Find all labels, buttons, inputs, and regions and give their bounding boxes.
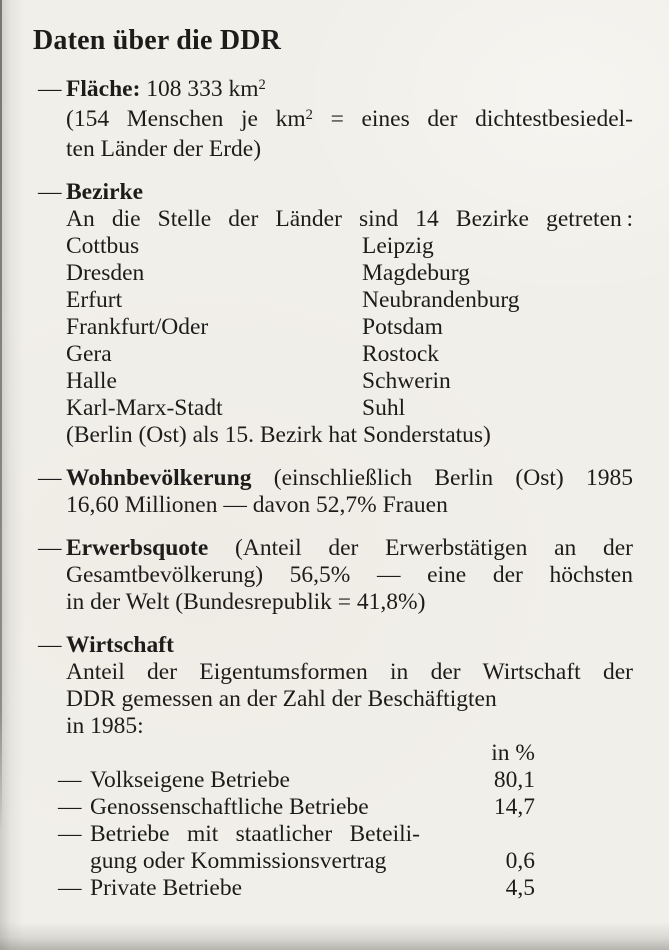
flaeche-superscript: 2 [258,77,266,94]
wirtschaft-line2: DDR gemessen an der Zahl der Beschäftigten [66,686,497,712]
bezirk-name: Dresden [66,260,145,286]
bezirke-row [66,287,633,314]
erwerbsquote-heading: Erwerbsquote [66,535,209,561]
bezirk-name: Erfurt [66,287,123,313]
row-value: 80,1 [493,767,535,793]
bezirke-row [66,341,633,368]
bezirk-name: Karl-Marx-Stadt [66,395,223,421]
bezirk-name: Cottbus [66,233,140,259]
scan-left-shadow [0,0,24,950]
wohnbevoelkerung-heading: Wohnbevölkerung [66,465,252,491]
table-row [58,821,535,875]
row-label: Private Betriebe [90,875,243,901]
wirtschaft-line1: Anteil der Eigentumsformen in der Wirtschaft der [66,659,633,685]
bullet-dash: — [58,821,82,847]
eigentumsformen-table [58,740,535,902]
row-label: Volkseigene Betriebe [90,767,290,793]
section-bezirke [33,179,633,449]
bezirk-name: Potsdam [362,314,443,340]
table-header-row [58,740,535,767]
section-wohnbevoelkerung [33,465,633,519]
flaeche-value: 108 333 km [140,76,259,102]
section-wirtschaft [33,632,633,902]
bezirk-name: Frankfurt/Oder [66,314,209,340]
row-value: 0,6 [505,848,535,874]
section-erwerbsquote [33,535,633,616]
wirtschaft-heading: Wirtschaft [66,632,174,658]
bullet-dash: — [38,632,62,658]
bezirk-name: Magdeburg [362,260,470,286]
bezirk-name: Neubrandenburg [362,287,520,313]
bezirk-name: Rostock [362,341,440,367]
wohnbevoelkerung-line2: 16,60 Millionen — davon 52,7% Frauen [66,492,448,518]
unit-header: in % [491,740,535,766]
erwerbsquote-line1 [66,535,633,562]
row-label [90,821,420,875]
erwerbsquote-line1-text: (Anteil der Erwerbstätigen an der [208,535,633,561]
table-row [58,794,535,821]
bezirke-row [66,314,633,341]
bezirke-row [66,368,633,395]
bullet-dash: — [38,76,62,102]
bezirk-name: Suhl [362,395,406,421]
bezirke-row [66,233,633,260]
row-label: Genossenschaftliche Betriebe [90,794,369,820]
erwerbsquote-line3: in der Welt (Bundesrepublik = 41,8%) [66,589,426,615]
wohnbevoelkerung-line1 [66,465,633,492]
erwerbsquote-line2: Gesamtbevölkerung) 56,5% — eine der höchsten [66,562,633,588]
table-row [58,767,535,794]
row-label-line1: Betriebe mit staatlicher Beteili- [90,821,420,847]
bullet-dash: — [58,875,82,901]
bezirke-list [66,233,633,422]
bullet-dash: — [38,465,62,491]
bullet-dash: — [58,767,82,793]
scan-bottom-shadow [0,922,669,950]
bezirk-name: Leipzig [362,233,434,259]
bezirke-note: (Berlin (Ost) als 15. Bezirk hat Sonderstatus) [66,422,491,448]
flaeche-line2 [66,106,633,136]
row-label-line2: gung oder Kommissionsvertrag [90,848,387,874]
wohnbevoelkerung-line1-text: (einschließlich Berlin (Ost) 1985 [251,465,633,491]
page-title: Daten über die DDR [33,25,282,56]
bullet-dash: — [38,535,62,561]
wirtschaft-line3: in 1985: [66,713,144,739]
section-flaeche [33,76,633,163]
bezirk-name: Gera [66,341,112,367]
bezirke-heading: Bezirke [66,179,143,205]
flaeche-line3: ten Länder der Erde) [66,136,262,162]
bezirke-row [66,260,633,287]
flaeche-line2-text: (154 Menschen je km [66,106,306,132]
flaeche-label: Fläche: [66,76,141,102]
flaeche-line2-text2: = eines der dichtestbesiedel- [312,106,633,132]
bullet-dash: — [38,179,62,205]
bezirk-name: Schwerin [362,368,451,394]
bullet-dash: — [58,794,82,820]
row-value: 14,7 [493,794,535,820]
bezirke-row [66,395,633,422]
row-value: 4,5 [505,875,535,901]
bezirk-name: Halle [66,368,117,394]
flaeche-line1 [66,76,633,106]
bezirke-intro: An die Stelle der Länder sind 14 Bezirke getreten : [66,206,633,232]
table-row [58,875,535,902]
scan-left-edge-line [0,0,2,832]
flaeche-line2-superscript: 2 [305,107,313,124]
